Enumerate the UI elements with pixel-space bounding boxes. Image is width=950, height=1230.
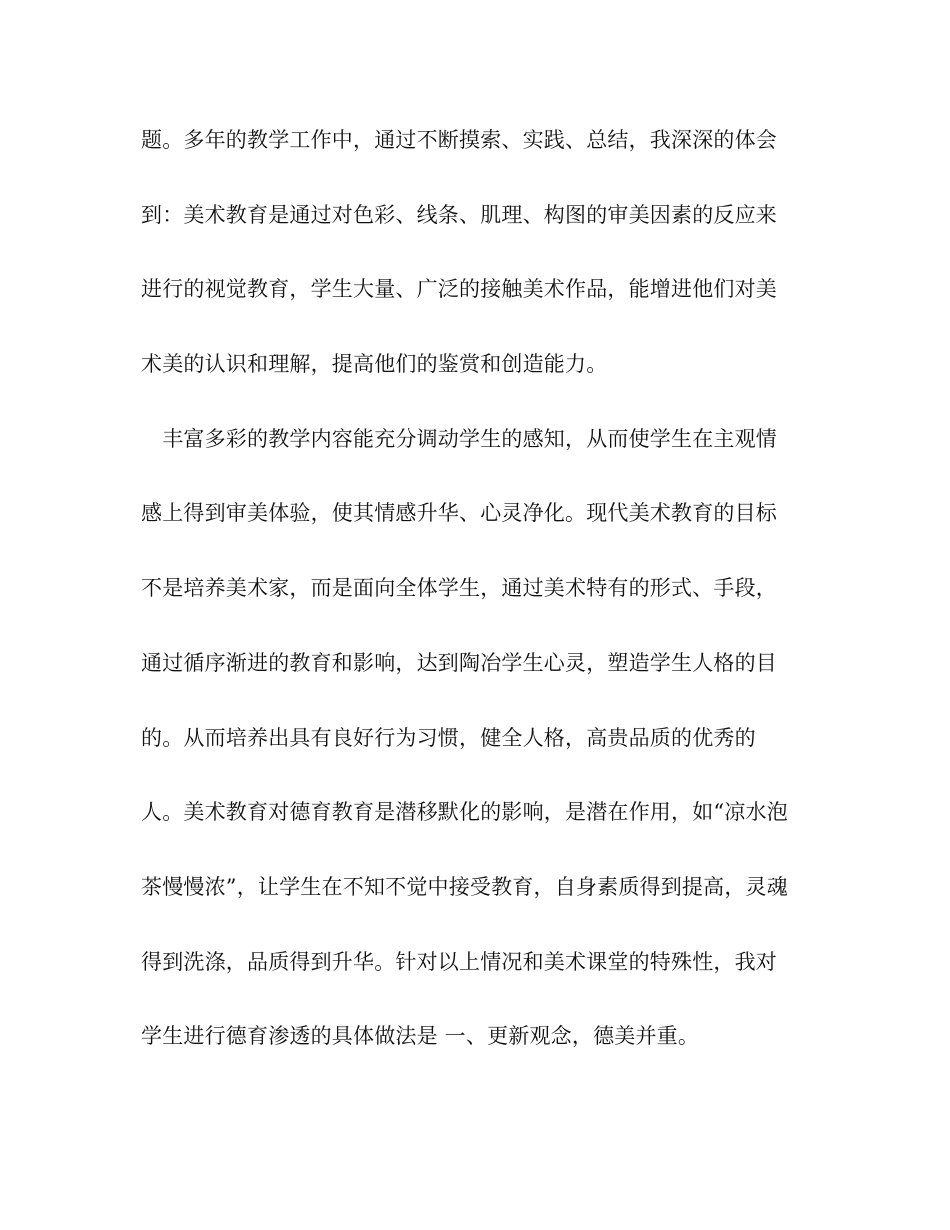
- text-line: 感上得到审美体验，使其情感升华、心灵净化。现代美术教育的目标: [141, 501, 777, 526]
- text-line: 术美的认识和理解，提高他们的鉴赏和创造能力。: [141, 352, 608, 377]
- text-line: 通过循序渐进的教育和影响，达到陶冶学生心灵，塑造学生人格的目: [141, 650, 777, 675]
- body-text: [141, 118, 821, 1089]
- text-line: 得到洗涤，品质得到升华。针对以上情况和美术课堂的特殊性，我对: [141, 949, 777, 974]
- text-line: 进行的视觉教育，学生大量、广泛的接触美术作品，能增进他们对美: [141, 277, 777, 302]
- text-line: 题。多年的教学工作中，通过不断摸索、实践、总结，我深深的体会: [141, 128, 777, 152]
- text-line: 学生进行德育渗透的具体做法是 一、更新观念，德美并重。: [141, 1024, 700, 1049]
- text-line: 的。从而培养出具有良好行为习惯，健全人格，高贵品质的优秀的: [141, 725, 756, 750]
- text-line: 茶慢慢浓”，让学生在不知不觉中接受教育，自身素质得到提高，灵魂: [141, 874, 788, 899]
- text-line: 人。美术教育对德育教育是潜移默化的影响，是潜在作用，如“凉水泡: [141, 800, 788, 825]
- text-line: 到：美术教育是通过对色彩、线条、肌理、构图的审美因素的反应来: [141, 202, 777, 227]
- text-line: 丰富多彩的教学内容能充分调动学生的感知，从而使学生在主观情: [141, 426, 777, 451]
- text-line: 不是培养美术家，而是面向全体学生，通过美术特有的形式、手段，: [141, 576, 777, 601]
